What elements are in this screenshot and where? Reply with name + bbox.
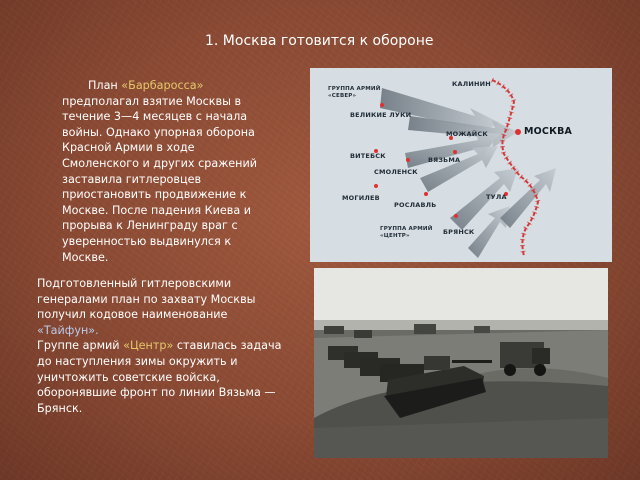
map-label-smolensk: СМОЛЕНСК	[374, 168, 418, 176]
paragraph-text: План	[88, 79, 122, 92]
highlight-center: «Центр»	[123, 339, 174, 353]
city-dot-mogilev	[374, 184, 378, 188]
map-label-moscow: МОСКВА	[524, 126, 573, 137]
highlight-barbarossa: «Барбаросса»	[121, 79, 204, 92]
city-dot-smolensk	[453, 150, 457, 154]
map-label-group-center-2: «ЦЕНТР»	[380, 232, 410, 239]
truck-wheel	[534, 364, 546, 376]
map-label-roslavl: РОСЛАВЛЬ	[394, 201, 437, 209]
city-dot-velikie-luki	[380, 103, 384, 107]
paragraph-text: ставилась задача до наступления зимы окружить и уничтожить советские войска, оборонявшие фронт по линии Вязьма — Брянск.	[37, 339, 282, 415]
map-label-vitebsk: ВИТЕБСК	[350, 152, 386, 160]
paragraph-text: Группе армий	[37, 339, 124, 353]
battle-map	[310, 68, 612, 262]
map-label-group-north-2: «СЕВЕР»	[328, 92, 357, 99]
distant-vehicle	[354, 330, 372, 338]
city-dot-roslavl	[424, 192, 428, 196]
map-label-group-north	[328, 86, 381, 99]
distant-vehicle	[474, 326, 490, 333]
foreground-tank-gun	[452, 360, 492, 363]
truck-cab	[532, 348, 550, 364]
tank-column-photo-graphic	[314, 268, 608, 458]
city-dot-bryansk	[454, 214, 458, 218]
map-label-bryansk: БРЯНСК	[443, 228, 475, 236]
truck-wheel	[504, 364, 516, 376]
map-label-mogilev: МОГИЛЕВ	[342, 194, 380, 202]
paragraph-typhoon	[37, 276, 289, 416]
slide-title: 1. Москва готовится к обороне	[205, 33, 434, 49]
city-dot-vyazma	[406, 158, 410, 162]
paragraph-text: предполагал взятие Москвы в течение 3—4 месяцев с начала войны. Однако упорная оборона Красной Армии в ходе Смоленского и других сражений заставила гитлеровцев приостановить продвижение к Москве. После падения Киева и прорыва к Ленинграду враг с уверенностью выдвинулся к Москве.	[62, 94, 258, 264]
map-label-vyazma: ВЯЗЬМА	[428, 156, 461, 164]
map-label-group-center	[380, 226, 433, 239]
map-label-group-north-1: ГРУППА АРМИЙ	[328, 86, 381, 92]
city-dot-moscow	[515, 129, 521, 135]
map-label-tula: ТУЛА	[486, 193, 507, 201]
highlight-typhoon: «Тайфун».	[37, 323, 99, 337]
paragraph-text: Подготовленный гитлеровскими генералами план по захвату Москвы получил кодовое наименование	[37, 277, 256, 322]
distant-vehicle	[324, 326, 344, 334]
map-label-mozhaysk: МОЖАЙСК	[446, 130, 488, 138]
foreground-tank-superstructure	[424, 356, 450, 370]
tank-column-photo	[314, 268, 608, 458]
map-label-group-center-1: ГРУППА АРМИЙ	[380, 226, 433, 232]
map-label-kalinin: КАЛИНИН	[452, 80, 491, 88]
distant-vehicle	[414, 324, 436, 334]
paragraph-barbarossa	[62, 78, 272, 265]
map-label-velikie-luki: ВЕЛИКИЕ ЛУКИ	[350, 111, 412, 119]
